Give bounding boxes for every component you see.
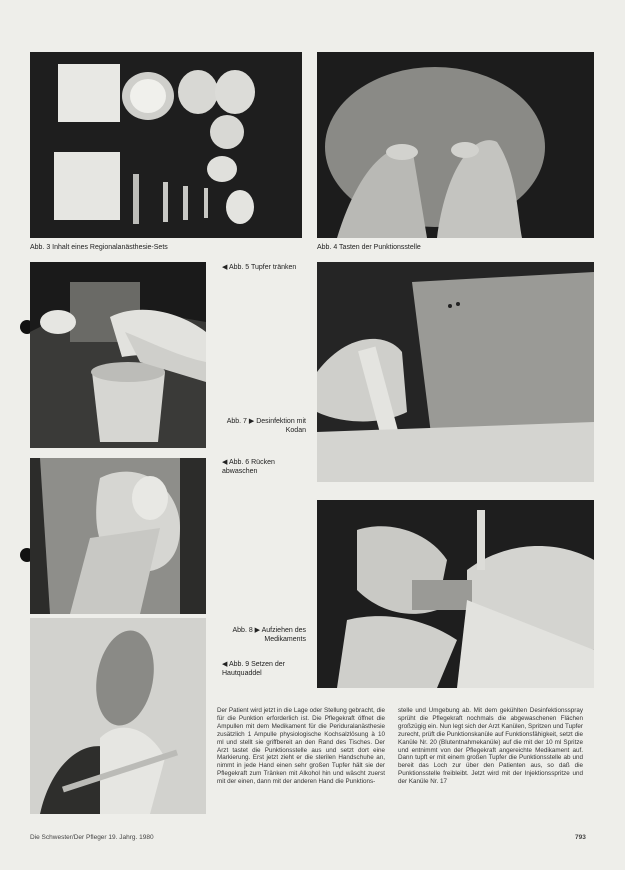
- footer-journal: Die Schwester/Der Pfleger 19. Jahrg. 1980: [30, 834, 154, 841]
- caption-abb7-text: Abb. 7 ▶ Desinfektion mit Kodan: [226, 418, 306, 434]
- photo-abb3-image: [30, 52, 302, 238]
- body-text-column-2: stelle und Umgebung ab. Mit dem gekühlten Desinfektionsspray sprüht die Pflegekraft nochmals die abgewaschenen Flächen großzügig ein. Nun legt sich der Arzt Kanülen, Spritzen und Tupfer zurecht, prüft die Punktionskanüle auf Funktionsfähigkeit, setzt die Kanüle Nr. 20 (Blutentnahmekanüle) auf die mit der 10 ml Spritze und entnimmt von der Pflegekraft angereichte Medikament auf. Dann tupft er mit einem großen Tupfer die Punktionsstelle ab und bereit das Loch zur über den Patienten aus, so daß die Punktionsstelle freibleibt. Jetzt wird mit der Injektionsspritze und der Kanüle Nr. 17: [398, 707, 583, 786]
- caption-abb9-text: ◀ Abb. 9 Setzen der Hautquaddel: [222, 661, 285, 677]
- caption-abb4: Abb. 4 Tasten der Punktionsstelle: [317, 244, 421, 251]
- photo-abb6-image: [30, 458, 206, 614]
- photo-palpating-puncture-site: [317, 52, 594, 238]
- caption-abb9: [222, 660, 306, 678]
- photo-regional-anesthesia-set: [30, 52, 302, 238]
- body-text-column-1: Der Patient wird jetzt in die Lage oder Stellung gebracht, die für die Punktion erforderlich ist. Die Pflegekraft öffnet die Ampullen mit dem Medikament für die Periduralanästhesie zusätzlich 1 Ampulle physiologische Kochsalzlösung à 10 ml und stellt sie griffbereit an den Rand des Tisches. Der Arzt tastet die Punktionsstelle aus und setzt dort eine Markierung. Erst jetzt zieht er die sterilen Handschuhe an, nimmt in jede Hand einen sehr großen Tupfer hält sie der Pflegekraft zum Tränken mit Alkohol hin und wäscht zuerst mit der einen, dann mit der anderen Hand die Punktions-: [217, 707, 385, 786]
- photo-abb9-image: [30, 618, 206, 814]
- caption-abb5-text: ◀ Abb. 5 Tupfer tränken: [222, 264, 297, 271]
- photo-drawing-medication: [317, 500, 594, 688]
- photo-soaking-swabs: [30, 262, 206, 448]
- photo-abb8-image: [317, 500, 594, 688]
- caption-abb3: Abb. 3 Inhalt eines Regionalanästhesie-Sets: [30, 244, 168, 251]
- caption-abb6: [222, 458, 306, 476]
- caption-abb5: [222, 263, 302, 272]
- photo-washing-back: [30, 458, 206, 614]
- footer-page-number: 793: [575, 834, 586, 841]
- photo-disinfection-kodan: [317, 262, 594, 482]
- caption-abb8: [222, 626, 306, 644]
- photo-abb5-image: [30, 262, 206, 448]
- photo-skin-wheal: [30, 618, 206, 814]
- caption-abb6-text: ◀ Abb. 6 Rücken abwaschen: [222, 459, 275, 475]
- caption-abb8-text: Abb. 8 ▶ Aufziehen des Medikaments: [232, 627, 306, 643]
- photo-abb4-image: [317, 52, 594, 238]
- photo-abb7-image: [317, 262, 594, 482]
- caption-abb7: [222, 417, 306, 435]
